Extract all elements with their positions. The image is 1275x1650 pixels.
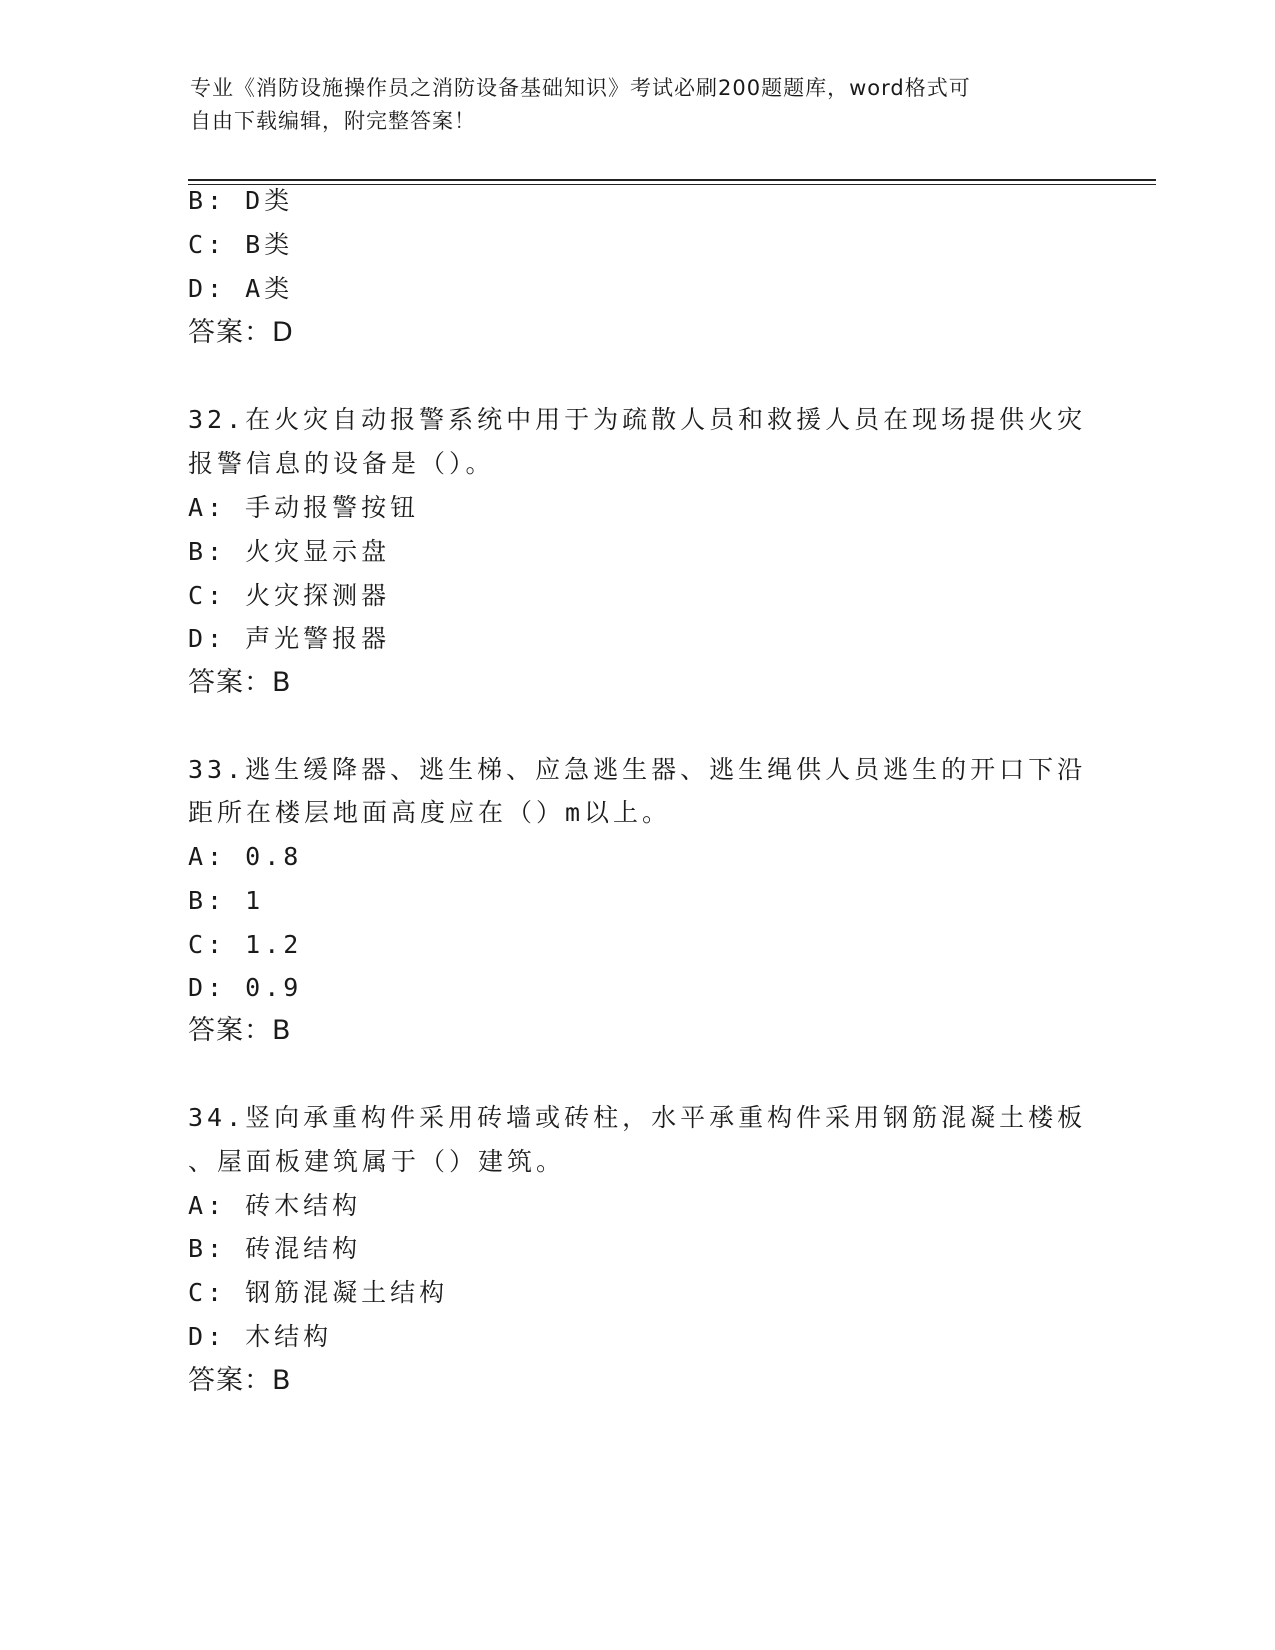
document-header [190,72,1090,138]
q32-option-d: D: 声光警报器 [188,624,391,653]
prev-option-b: B: D类 [188,186,294,215]
header-divider-thick [188,179,1156,181]
q33-answer: 答案：B [188,1015,292,1046]
q34-stem-line-2: 、屋面板建筑属于（）建筑。 [188,1147,566,1176]
q33-option-d: D: 0.9 [188,973,303,1002]
q32-answer: 答案：B [188,667,292,698]
q32-option-b: B: 火灾显示盘 [188,537,391,566]
q33-option-b: B: 1 [188,886,265,915]
header-line-1: 专业《消防设施操作员之消防设备基础知识》考试必刷200题题库，word格式可 [190,76,971,100]
q32-option-a: A: 手动报警按钮 [188,493,420,522]
header-divider-thin [188,184,1156,185]
q34-option-c: C: 钢筋混凝土结构 [188,1278,449,1307]
q33-option-a: A: 0.8 [188,842,303,871]
q34-option-a: A: 砖木结构 [188,1191,362,1220]
q34-option-d: D: 木结构 [188,1322,333,1351]
q32-stem-line-2: 报警信息的设备是（）。 [188,449,495,478]
q34-answer: 答案：B [188,1365,292,1396]
q34-option-b: B: 砖混结构 [188,1234,362,1263]
prev-option-d: D: A类 [188,274,294,303]
q32-option-c: C: 火灾探测器 [188,581,391,610]
q32-stem-line-1: 32.在火灾自动报警系统中用于为疏散人员和救援人员在现场提供火灾 [188,405,1087,434]
q33-option-c: C: 1.2 [188,930,303,959]
prev-option-c: C: B类 [188,230,294,259]
q34-stem-line-1: 34.竖向承重构件采用砖墙或砖柱，水平承重构件采用钢筋混凝土楼板 [188,1103,1087,1132]
q33-stem-line-2: 距所在楼层地面高度应在（）m以上。 [188,798,672,827]
q33-stem-line-1: 33.逃生缓降器、逃生梯、应急逃生器、逃生绳供人员逃生的开口下沿 [188,755,1087,784]
header-line-2: 自由下载编辑，附完整答案！ [190,109,476,133]
prev-answer: 答案：D [188,317,294,348]
